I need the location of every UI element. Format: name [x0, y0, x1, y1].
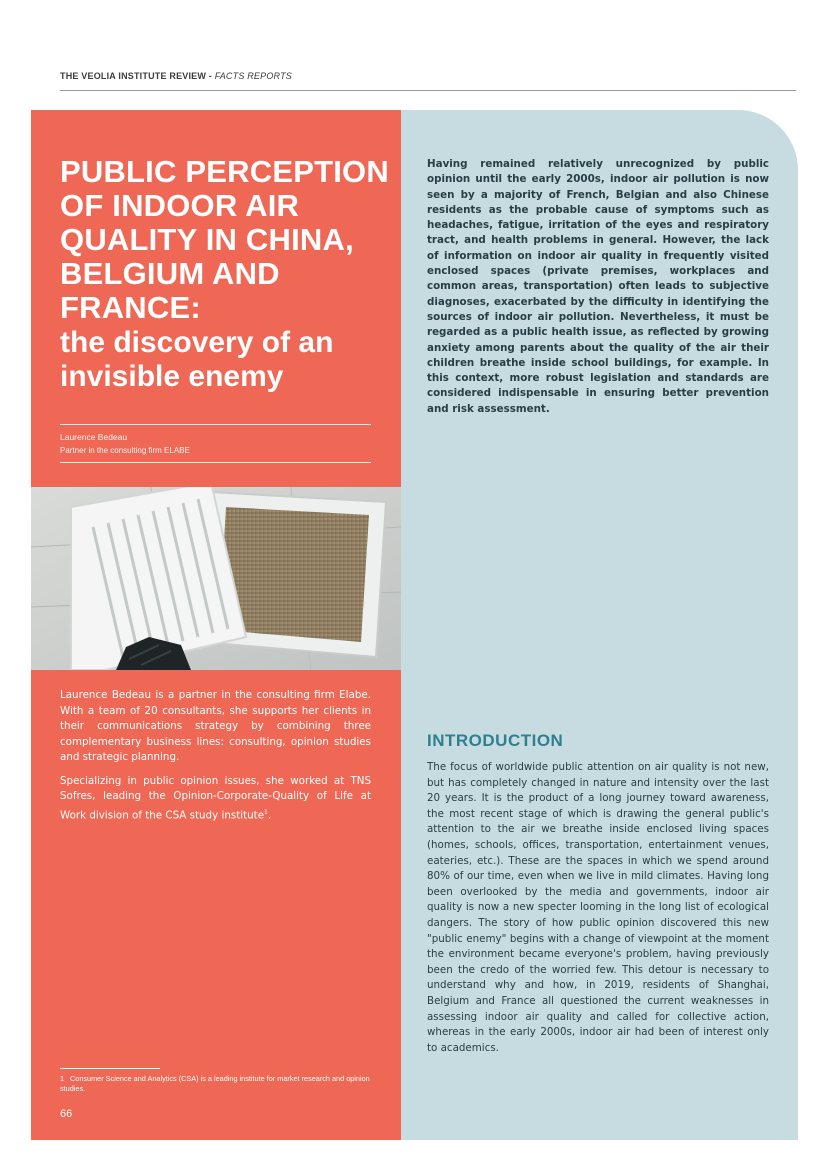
journal-name: THE VEOLIA INSTITUTE REVIEW: [60, 71, 207, 81]
author-role: Partner in the consulting firm ELABE: [60, 446, 190, 455]
footnote-rule: [60, 1068, 160, 1069]
footnote-number: 1: [60, 1074, 65, 1083]
title-subtitle: the discovery of an invisible enemy: [60, 326, 334, 393]
author-rule-bottom: [60, 462, 371, 463]
running-header: [60, 71, 292, 81]
author-name: Laurence Bedeau: [60, 432, 128, 442]
introduction-body: The focus of worldwide public attention on air quality is not new, but has completely changed in nature and intensity over the last 20 years. It is the product of a long journey toward awareness, the most recent stage of which is drawing the general public's attention to the air we breathe inside enclosed living spaces (homes, schools, offices, transportation, entertainment venues, eateries, etc.). These are the spaces in which we spend around 80% of our time, even when we live in mild climates. Having long been overlooked by the media and governments, indoor air quality is now a new specter looming in the long list of ecological dangers. The story of how public opinion discovered this new "public enemy" begins with a change of viewpoint at the moment the environment became everyone's problem, having previously been the credo of the worried few. This detour is necessary to understand why and how, in 2019, residents of Shanghai, Belgium and France all questioned the current weaknesses in assessing indoor air quality and called for collective action, whereas in the early 2000s, indoor air had been of interest only to academics.: [427, 761, 769, 1054]
section-name: FACTS REPORTS: [214, 71, 292, 81]
footnote: [60, 1074, 380, 1094]
article-title: [60, 155, 390, 394]
bio-paragraph-2: [60, 774, 371, 824]
bio-paragraph-2-end: .: [267, 808, 272, 821]
bio-paragraph-2-text: Specializing in public opinion issues, she worked at TNS Sofres, leading the Opinion-Corporate-Quality of Life at Work division of the CSA study institute: [60, 774, 371, 821]
abstract: Having remained relatively unrecognized by public opinion until the early 2000s, indoor air pollution is now seen by a majority of French, Belgian and also Chinese residents as the probable cause of symptoms such as headaches, fatigue, irritation of the eyes and respiratory tract, and health problems in general. However, the lack of information on indoor air quality in frequently visited enclosed spaces (private premises, workplaces and common areas, transportation) often leads to subjective diagnoses, exacerbated by the difficulty in identifying the sources of indoor air pollution. Nevertheless, it must be regarded as a public health issue, as reflected by growing anxiety among parents about the quality of the air their children breathe inside school buildings, for example. In this context, more robust legislation and standards are considered indispensable in ensuring better prevention and risk assessment.: [427, 158, 769, 415]
introduction-heading: INTRODUCTION: [427, 731, 564, 750]
page-number: 66: [60, 1108, 73, 1120]
header-rule: [60, 90, 796, 91]
footnote-text: Consumer Science and Analytics (CSA) is a leading institute for market research and opinion studies.: [60, 1074, 370, 1093]
header-separator: -: [206, 71, 215, 81]
bio-paragraph-1: Laurence Bedeau is a partner in the consulting firm Elabe. With a team of 20 consultants, she supports her clients in their communications strategy by combining three complementary business lines: consulting, opinion studies and strategic planning.: [60, 689, 371, 763]
title-main: PUBLIC PERCEPTION OF INDOOR AIR QUALITY IN CHINA, BELGIUM AND FRANCE:: [60, 154, 389, 325]
air-vent-grille-photo: [31, 487, 401, 670]
author-biography: [60, 688, 371, 831]
footnote-reference[interactable]: 1: [264, 808, 268, 816]
author-rule-top: [60, 424, 371, 425]
